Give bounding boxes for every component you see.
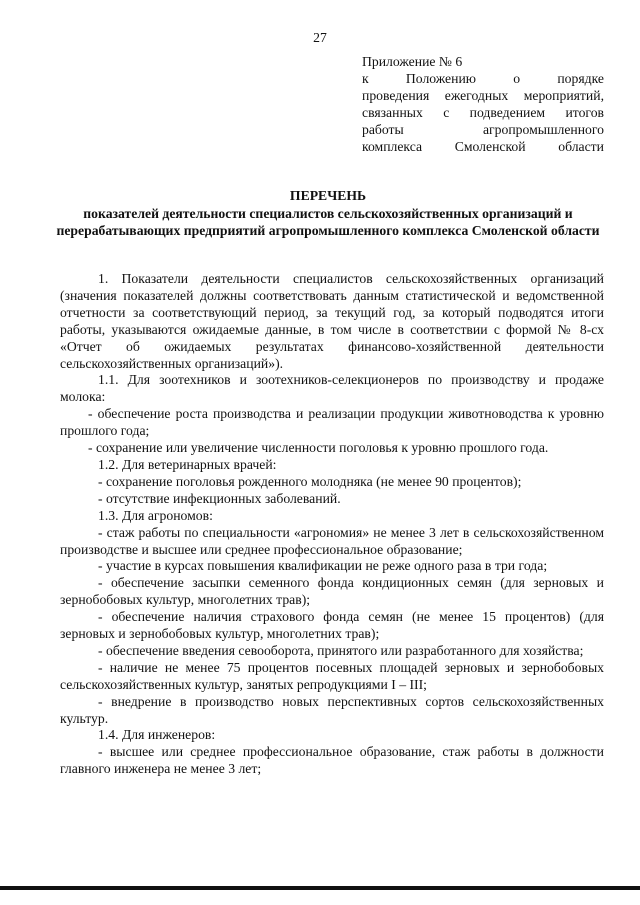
paragraph: 1.4. Для инженеров: — [98, 727, 216, 743]
appendix-line: проведения ежегодных мероприятий, — [362, 87, 604, 103]
paragraph: - сохранение поголовья рожденного молодняка (не менее 90 процентов); — [98, 473, 522, 489]
document-title: ПЕРЕЧЕНЬ — [289, 188, 367, 203]
appendix-line: комплекса Смоленской области — [362, 138, 604, 154]
page-number: 27 — [313, 30, 327, 45]
appendix-line: работы агропромышленного — [362, 121, 604, 137]
page-bottom-rule — [0, 886, 640, 890]
appendix-line: к Положению о порядке — [362, 70, 604, 86]
appendix-line: связанных с подведением итогов — [362, 104, 604, 120]
document-body — [60, 271, 604, 778]
paragraph: - обеспечение засыпки семенного фонда кондиционных семян (для зерновых и зернобобовых культур, многолетних трав); — [60, 575, 604, 608]
appendix-block — [362, 54, 604, 155]
paragraph: - обеспечение роста производства и реализации продукции животноводства к уровню прошлого года; — [60, 406, 604, 439]
appendix-line: Приложение № 6 — [362, 54, 463, 69]
paragraph: - высшее или среднее профессиональное образование, стаж работы в должности главного инженера не менее 3 лет; — [60, 744, 604, 777]
paragraph: 1.1. Для зоотехников и зоотехников-селекционеров по производству и продаже молока: — [60, 372, 604, 405]
paragraph: 1.2. Для ветеринарных врачей: — [98, 456, 277, 472]
paragraph: - участие в курсах повышения квалификации не реже одного раза в три года; — [98, 558, 548, 574]
document-subtitle: показателей деятельности специалистов сельскохозяйственных организаций и перерабатывающих предприятий агропромышленного комплекса Смоленской области — [56, 205, 600, 238]
paragraph: 1. Показатели деятельности специалистов сельскохозяйственных организаций (значения показателей должны соответствовать данным статистической и ведомственной отчетности за соответствующий период, за текущий год, за который подводятся итоги работы, указываются ожидаемые данные, в том числе в соответствии с формой № 8-сх «Отчет об ожидаемых результатах финансово-хозяйственной деятельности сельскохозяйственных организаций»). — [60, 271, 604, 371]
paragraph: - обеспечение наличия страхового фонда семян (не менее 15 процентов) (для зерновых и зернобобовых культур, многолетних трав); — [60, 609, 604, 642]
paragraph: - сохранение или увеличение численности поголовья к уровню прошлого года. — [88, 440, 549, 456]
paragraph: - наличие не менее 75 процентов посевных площадей зерновых и зернобобовых сельскохозяйственных культур, занятых репродукциями I – III; — [60, 659, 604, 692]
document-heading — [52, 188, 604, 240]
paragraph: - внедрение в производство новых перспективных сортов сельскохозяйственных культур. — [60, 693, 604, 726]
paragraph: 1.3. Для агрономов: — [98, 507, 213, 523]
paragraph: - обеспечение введения севооборота, принятого или разработанного для хозяйства; — [98, 642, 584, 658]
paragraph: - стаж работы по специальности «агрономия» не менее 3 лет в сельскохозяйственном производстве и высшее или среднее профессиональное образование; — [60, 524, 604, 557]
paragraph: - отсутствие инфекционных заболеваний. — [98, 490, 341, 506]
